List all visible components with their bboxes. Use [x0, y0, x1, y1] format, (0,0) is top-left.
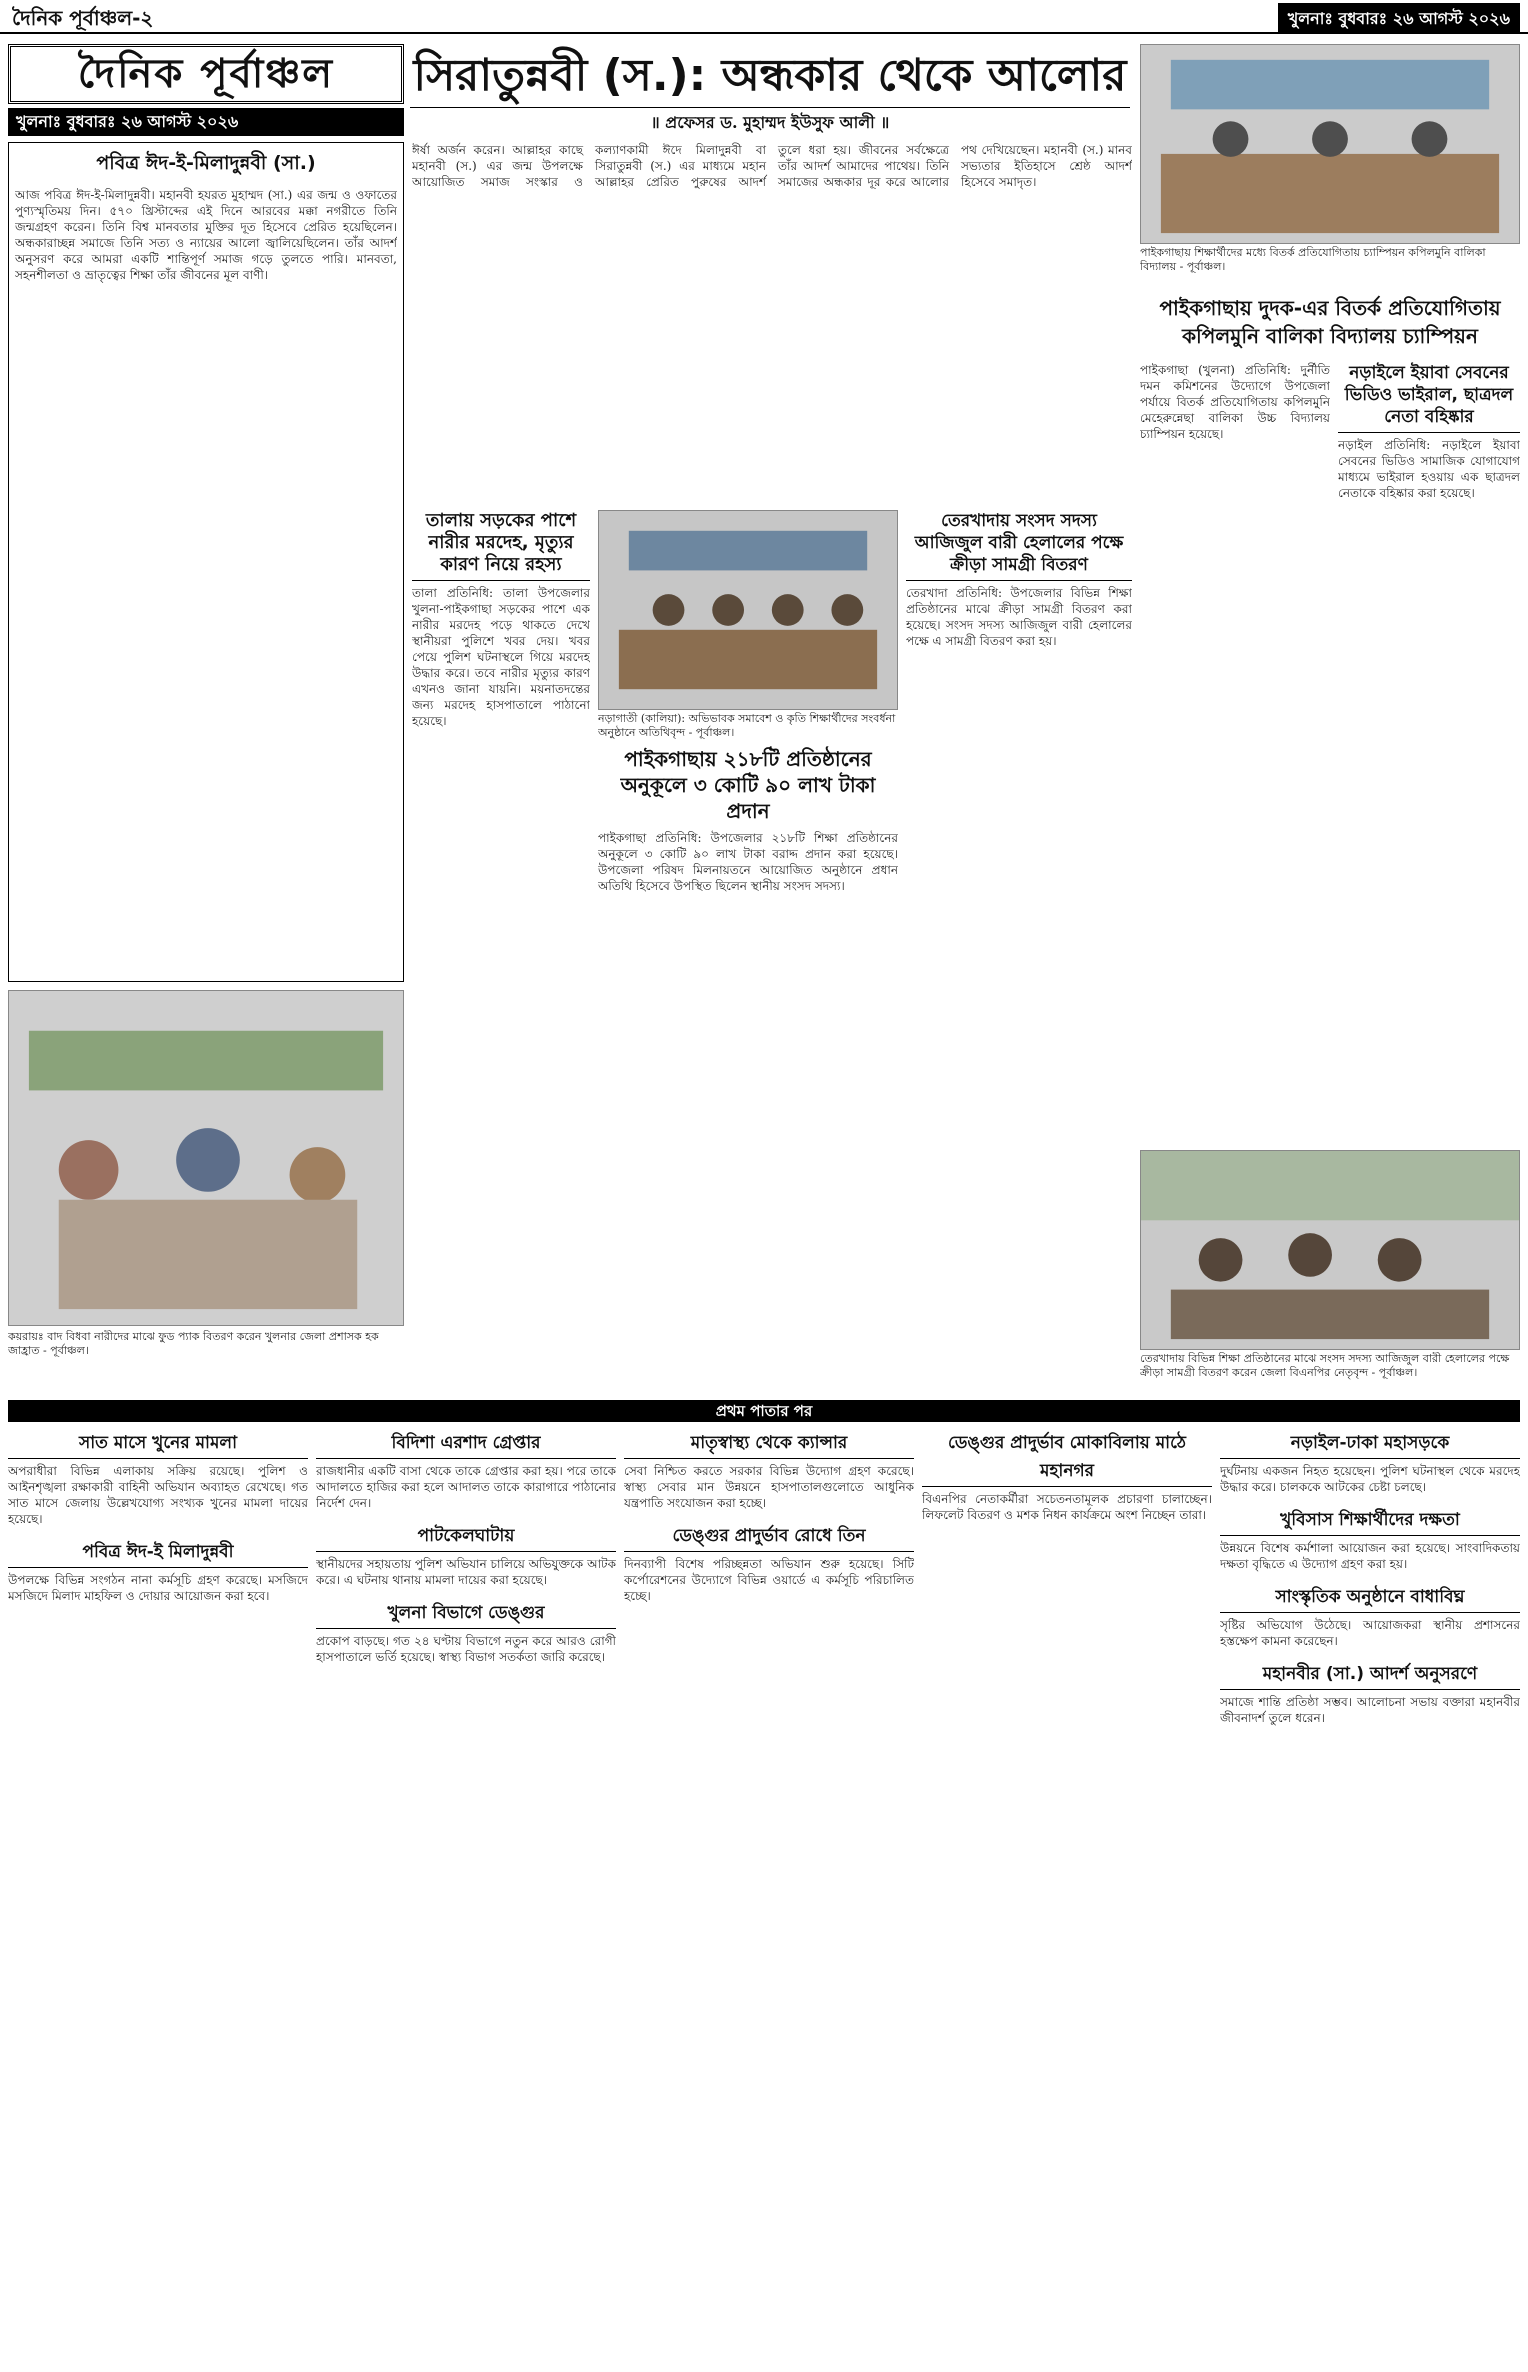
photo-middle-caption: নড়াগাতী (কালিয়া): অভিভাবক সমাবেশ ও কৃতি শিক্ষার্থীদের সংবর্ধনা অনুষ্ঠানে অতিথিবৃন্দ - পূর্বাঞ্চল। [598, 712, 896, 739]
cont-5-headline: খুলনা বিভাগে ডেঙ্গুর [316, 1600, 616, 1629]
photo-left-caption: কয়রায়ঃ বাদ বিধবা নারীদের মাঝে ফুড প্যাক বিতরণ করেন খুলনার জেলা প্রশাসক হক জাহ্রাত - পূর্বাঞ্চল। [8, 1330, 379, 1357]
story-debate-headline: পাইকগাছায় দুদক-এর বিতর্ক প্রতিযোগিতায় কপিলমুনি বালিকা বিদ্যালয় চ্যাম্পিয়ন [1159, 296, 1501, 348]
cont-6-body: সেবা নিশ্চিত করতে সরকার বিভিন্ন উদ্যোগ গ্রহণ করেছে। স্বাস্থ্য সেবার মান উন্নয়নে হাসপাতালগুলোতে আধুনিক যন্ত্রপাতি সংযোজন করা হচ্ছে। [624, 1464, 914, 1510]
left-feature-headline: পবিত্র ঈদ-ই-মিলাদুন্নবী (সা.) [96, 152, 316, 174]
masthead-logo: দৈনিক পূর্বাঞ্চল [8, 44, 404, 104]
cont-3-body: রাজধানীর একটি বাসা থেকে তাকে গ্রেপ্তার করা হয়। পরে তাকে আদালতে হাজির করা হলে আদালত তাকে কারাগারে পাঠানোর নির্দেশ দেন। [316, 1464, 616, 1510]
continuation-col-1 [8, 1430, 308, 2360]
lead-headline: সিরাতুন্নবী (স.): অন্ধকার থেকে আলোর [410, 44, 1130, 108]
cont-3-headline: বিদিশা এরশাদ গ্রেপ্তার [316, 1430, 616, 1459]
left-feature-box [8, 142, 404, 982]
story-road-headline: তালায় সড়কের পাশে নারীর মরদেহ, মৃত্যুর কারণ নিয়ে রহস্য [412, 510, 590, 581]
photo-food-distribution [8, 990, 404, 1326]
photo-debate-caption: পাইকগাছায় শিক্ষার্থীদের মধ্যে বিতর্ক প্রতিযোগিতায় চ্যাম্পিয়ন কপিলমুনি বালিকা বিদ্যালয় - পূর্বাঞ্চল। [1140, 246, 1486, 273]
story-debate-body: পাইকগাছা (খুলনা) প্রতিনিধি: দুর্নীতি দমন কমিশনের উদ্যোগে উপজেলা পর্যায়ে বিতর্ক প্রতিযোগিতায় কপিলমুনি মেহেরুন্নেছা বালিকা উচ্চ বিদ্যালয় চ্যাম্পিয়ন হয়েছে। [1140, 363, 1330, 441]
cont-1-body: অপরাধীরা বিভিন্ন এলাকায় সক্রিয় রয়েছে। পুলিশ ও আইনশৃঙ্খলা রক্ষাকারী বাহিনী অভিযান অব্যাহত রেখেছে। গত সাত মাসে জেলায় উল্লেখযোগ্য সংখ্যক খুনের মামলা দায়ের হয়েছে। [8, 1464, 308, 1526]
continuation-col-4 [922, 1430, 1212, 2360]
date-badge-left: খুলনাঃ বুধবারঃ ২৬ আগস্ট ২০২৬ [8, 108, 404, 136]
top-bar [0, 0, 1528, 34]
cont-7-body: দিনব্যাপী বিশেষ পরিচ্ছন্নতা অভিযান শুরু হয়েছে। সিটি কর্পোরেশনের উদ্যোগে বিভিন্ন ওয়ার্ডে এ কর্মসূচি পরিচালিত হচ্ছে। [624, 1557, 914, 1603]
cont-12-headline: মহানবীর (সা.) আদর্শ অনুসরণে [1220, 1661, 1520, 1690]
story-sports [906, 510, 1132, 1150]
cont-1-headline: সাত মাসে খুনের মামলা [8, 1430, 308, 1459]
continuation-banner: প্রথম পাতার পর [8, 1400, 1520, 1422]
story-allocation-headline: পাইকগাছায় ২১৮টি প্রতিষ্ঠানের অনুকূলে ৩ কোটি ৯০ লাখ টাকা প্রদান [620, 747, 876, 823]
cont-2-body: উপলক্ষে বিভিন্ন সংগঠন নানা কর্মসূচি গ্রহণ করেছে। মসজিদে মসজিদে মিলাদ মাহফিল ও দোয়ার আয়োজন করা হবে। [8, 1573, 308, 1603]
story-road-body: তালা প্রতিনিধি: তালা উপজেলার খুলনা-পাইকগাছা সড়কের পাশে এক নারীর মরদেহ পড়ে থাকতে দেখে স্থানীয়রা পুলিশে খবর দেয়। খবর পেয়ে পুলিশ ঘটনাস্থলে গিয়ে মরদেহ উদ্ধার করে। তবে নারীর মৃত্যুর কারণ এখনও জানা যায়নি। ময়নাতদন্তের জন্য মরদেহ হাসপাতালে পাঠানো হয়েছে। [412, 586, 590, 728]
continuation-col-2 [316, 1430, 616, 2360]
cont-7-headline: ডেঙ্গুর প্রাদুর্ভাব রোধে তিন [624, 1523, 914, 1552]
story-sports-body: তেরখাদা প্রতিনিধি: উপজেলার বিভিন্ন শিক্ষা প্রতিষ্ঠানের মাঝে ক্রীড়া সামগ্রী বিতরণ করা হয়েছে। সংসদ সদস্য আজিজুল বারী হেলালের পক্ষে এ সামগ্রী বিতরণ করা হয়। [906, 586, 1132, 648]
cont-4-body: স্থানীয়দের সহায়তায় পুলিশ অভিযান চালিয়ে অভিযুক্তকে আটক করে। এ ঘটনায় থানায় মামলা দায়ের করা হয়েছে। [316, 1557, 616, 1587]
left-feature-body: আজ পবিত্র ঈদ-ই-মিলাদুন্নবী। মহানবী হযরত মুহাম্মদ (সা.) এর জন্ম ও ওফাতের পুণ্যস্মৃতিময় দিন। ৫৭০ খ্রিস্টাব্দের এই দিনে আরবের মক্কা নগরীতে তিনি জন্মগ্রহণ করেন। তিনি বিশ্ব মানবতার মুক্তির দূত হিসেবে প্রেরিত হয়েছিলেন। অন্ধকারাচ্ছন্ন সমাজে তিনি সত্য ও ন্যায়ের আলো জ্বালিয়েছিলেন। তাঁর আদর্শ অনুসরণ করে আমরা একটি শান্তিপূর্ণ সমাজ গড়ে তুলতে পারি। মানবতা, সহনশীলতা ও ভ্রাতৃত্বের শিক্ষা তাঁর জীবনের মূল বাণী। [15, 188, 397, 282]
cont-8-headline: ডেঙ্গুর প্রাদুর্ভাব মোকাবিলায় মাঠে মহানগর [922, 1430, 1212, 1487]
story-viral-body: নড়াইল প্রতিনিধি: নড়াইলে ইয়াবা সেবনের ভিডিও সামাজিক যোগাযোগ মাধ্যমে ভাইরাল হওয়ায় এক ছাত্রদল নেতাকে বহিষ্কার করা হয়েছে। [1338, 438, 1520, 500]
cont-11-body: সৃষ্টির অভিযোগ উঠেছে। আয়োজকরা স্থানীয় প্রশাসনের হস্তক্ষেপ কামনা করেছেন। [1220, 1618, 1520, 1648]
story-sports-headline: তেরখাদায় সংসদ সদস্য আজিজুল বারী হেলালের পক্ষে ক্রীড়া সামগ্রী বিতরণ [906, 510, 1132, 581]
date-badge-top: খুলনাঃ বুধবারঃ ২৬ আগস্ট ২০২৬ [1278, 3, 1520, 34]
continuation-col-5 [1220, 1430, 1520, 2360]
page-folio: দৈনিক পূর্বাঞ্চল-২ [12, 6, 154, 30]
cont-9-headline: নড়াইল-ঢাকা মহাসড়কে [1220, 1430, 1520, 1459]
cont-2-headline: পবিত্র ঈদ-ই মিলাদুন্নবী [8, 1539, 308, 1568]
story-allocation [598, 746, 898, 1146]
photo-sports-distribution [1140, 1150, 1520, 1350]
story-road [412, 510, 590, 1150]
cont-6-headline: মাতৃস্বাস্থ্য থেকে ক্যান্সার [624, 1430, 914, 1459]
cont-10-body: উন্নয়নে বিশেষ কর্মশালা আয়োজন করা হয়েছে। সাংবাদিকতায় দক্ষতা বৃদ্ধিতে এ উদ্যোগ গ্রহণ করা হয়। [1220, 1541, 1520, 1571]
continuation-col-3 [624, 1430, 914, 2360]
story-viral-headline: নড়াইলে ইয়াবা সেবনের ভিডিও ভাইরাল, ছাত্রদল নেতা বহিষ্কার [1338, 362, 1520, 433]
photo-right-caption: তেরখাদায় বিভিন্ন শিক্ষা প্রতিষ্ঠানের মাঝে সংসদ সদস্য আজিজুল বারী হেলালের পক্ষে ক্রীড়া সামগ্রী বিতরণ করেন জেলা বিএনপির নেতৃবৃন্দ - পূর্বাঞ্চল। [1140, 1352, 1510, 1379]
cont-5-body: প্রকোপ বাড়ছে। গত ২৪ ঘণ্টায় বিভাগে নতুন করে আরও রোগী হাসপাতালে ভর্তি হয়েছে। স্বাস্থ্য বিভাগ সতর্কতা জারি করেছে। [316, 1634, 616, 1664]
lead-byline: ॥ প্রফেসর ড. মুহাম্মদ ইউসুফ আলী ॥ [650, 113, 890, 132]
cont-10-headline: খুবিসাস শিক্ষার্থীদের দক্ষতা [1220, 1507, 1520, 1536]
cont-11-headline: সাংস্কৃতিক অনুষ্ঠানে বাধাবিঘ্ন [1220, 1584, 1520, 1613]
cont-9-body: দুর্ঘটনায় একজন নিহত হয়েছেন। পুলিশ ঘটনাস্থল থেকে মরদেহ উদ্ধার করে। চালককে আটকের চেষ্টা চলছে। [1220, 1464, 1520, 1494]
lead-body: ঈর্ষা অর্জন করেন। আল্লাহর কাছে মহানবী (স.) এর জন্ম উপলক্ষে আয়োজিত সমাজ সংস্কার ও কল্যাণকামী ঈদে মিলাদুন্নবী বা সিরাতুন্নবী (স.) এর মাধ্যমে মহান আল্লাহর প্রেরিত পুরুষের আদর্শ তুলে ধরা হয়। জীবনের সর্বক্ষেত্রে তাঁর আদর্শ আমাদের পাথেয়। তিনি সমাজের অন্ধকার দূর করে আলোর পথ দেখিয়েছেন। মহানবী (স.) মানব সভ্যতার ইতিহাসে শ্রেষ্ঠ আদর্শ হিসেবে সমাদৃত। [412, 143, 1132, 189]
photo-guardian-meeting [598, 510, 898, 710]
cont-4-headline: পাটকেলঘাটায় [316, 1523, 616, 1552]
cont-12-body: সমাজে শান্তি প্রতিষ্ঠা সম্ভব। আলোচনা সভায় বক্তারা মহানবীর জীবনাদর্শ তুলে ধরেন। [1220, 1695, 1520, 1725]
story-allocation-body: পাইকগাছা প্রতিনিধি: উপজেলার ২১৮টি শিক্ষা প্রতিষ্ঠানের অনুকূলে ৩ কোটি ৯০ লাখ টাকা বরাদ্দ প্রদান করা হয়েছে। উপজেলা পরিষদ মিলনায়তনে আয়োজিত অনুষ্ঠানে প্রধান অতিথি হিসেবে উপস্থিত ছিলেন স্থানীয় সংসদ সদস্য। [598, 831, 898, 893]
photo-debate [1140, 44, 1520, 244]
cont-8-body: বিএনপির নেতাকর্মীরা সচেতনতামূলক প্রচারণা চালাচ্ছেন। লিফলেট বিতরণ ও মশক নিধন কার্যক্রমে অংশ নিচ্ছেন তারা। [922, 1492, 1212, 1522]
story-viral [1338, 362, 1520, 922]
